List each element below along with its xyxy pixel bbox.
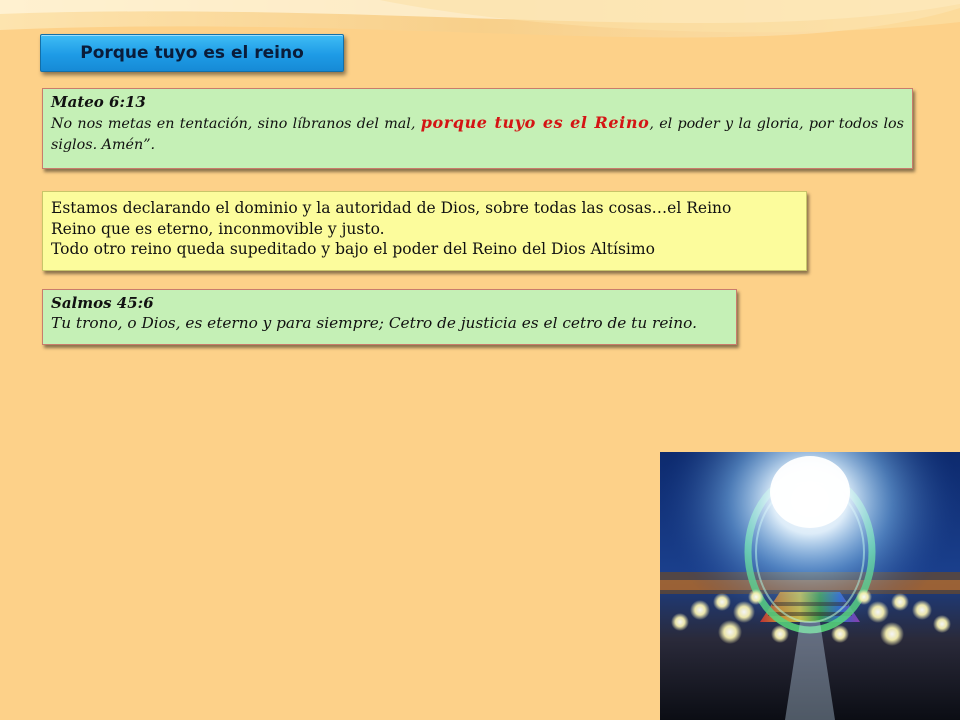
verse-text <box>51 112 904 156</box>
declaration-line: Estamos declarando el dominio y la autoridad de Dios, sobre todas las cosas…el Reino <box>51 199 732 217</box>
declaration-line: Todo otro reino queda supeditado y bajo el poder del Reino del Dios Altísimo <box>51 240 655 258</box>
verse-text-start: No nos metas en tentación, sino líbranos del mal, <box>51 116 421 132</box>
declaration-box <box>42 191 807 271</box>
verse-reference: Salmos 45:6 <box>51 294 154 312</box>
declaration-line: Reino que es eterno, inconmovible y justo. <box>51 219 385 238</box>
verse-highlight: porque tuyo es el Reino <box>420 113 650 132</box>
salmos-verse-box <box>42 289 737 345</box>
page-title: Porque tuyo es el reino <box>40 34 344 72</box>
verse-text: Tu trono, o Dios, es eterno y para siempre; Cetro de justicia es el cetro de tu reino. <box>51 314 697 332</box>
verse-text-end: , el poder y la gloria, por todos los siglos. Amén”. <box>51 116 904 153</box>
verse-reference: Mateo 6:13 <box>51 93 146 111</box>
throne-image <box>660 452 960 720</box>
mateo-verse-box <box>42 88 913 169</box>
